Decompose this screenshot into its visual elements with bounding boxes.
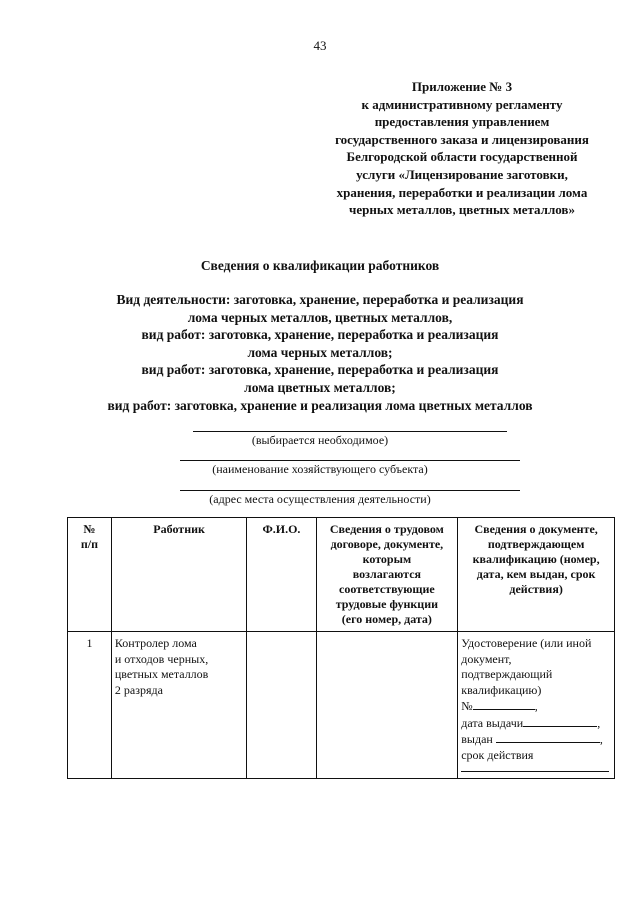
header-num xyxy=(68,518,112,632)
header-text: дата, кем выдан, срок xyxy=(476,567,596,581)
doc-issued-label: выдан xyxy=(461,732,493,746)
header-qualification-doc xyxy=(458,518,615,632)
activity-line: вид работ: заготовка, хранение, переработка и реализация xyxy=(141,362,499,378)
cell-contract[interactable] xyxy=(316,632,458,779)
table-header-row xyxy=(68,518,615,632)
header-text: возлагаются xyxy=(352,567,422,581)
doc-number-line: № , xyxy=(461,699,538,713)
header-text: подтверждающем xyxy=(487,537,585,551)
address-field-line[interactable] xyxy=(180,490,520,491)
doc-date-line: дата выдачи , xyxy=(461,715,601,730)
cell-text: квалификацию) xyxy=(461,682,542,697)
cell-text: Удостоверение (или иной xyxy=(461,636,592,650)
header-text: (его номер, дата) xyxy=(341,612,432,626)
cell-fio[interactable] xyxy=(247,632,316,779)
doc-issued-blank[interactable] xyxy=(496,731,600,743)
appendix-line: Приложение № 3 xyxy=(411,79,513,94)
header-fio xyxy=(247,518,316,632)
appendix-line: к административному регламенту xyxy=(361,96,563,112)
header-text: соответствующие xyxy=(339,582,435,596)
header-text: Сведения о трудовом xyxy=(329,522,444,536)
activity-line: Вид деятельности: заготовка, хранение, переработка и реализация xyxy=(116,292,524,307)
choice-field-line[interactable] xyxy=(193,431,507,432)
choice-field-caption: (выбирается необходимое) xyxy=(251,433,389,447)
cell-text: цветных металлов xyxy=(114,667,209,681)
doc-number-blank[interactable] xyxy=(473,698,535,710)
cell-num: 1 xyxy=(68,632,112,779)
activity-description xyxy=(0,291,640,414)
activity-line: вид работ: заготовка, хранение и реализация лома цветных металлов xyxy=(107,397,533,413)
appendix-header xyxy=(292,78,632,219)
doc-number-label: № xyxy=(461,699,473,713)
header-worker xyxy=(111,518,246,632)
entity-field-line[interactable] xyxy=(180,460,520,461)
appendix-line: хранения, переработки и реализации лома xyxy=(336,184,588,200)
entity-field-caption: (наименование хозяйствующего субъекта) xyxy=(212,462,428,476)
cell-text: 2 разряда xyxy=(114,682,163,697)
activity-line: лома черных металлов, цветных металлов, xyxy=(187,309,453,325)
doc-date-label: дата выдачи xyxy=(461,715,524,730)
appendix-line: государственного заказа и лицензирования xyxy=(335,131,589,147)
header-text: Ф.И.О. xyxy=(262,522,301,536)
activity-line: лома цветных металлов; xyxy=(244,379,396,395)
appendix-line: Белгородской области государственной xyxy=(346,149,578,165)
cell-text: Контролер лома xyxy=(114,636,197,650)
cell-worker xyxy=(111,632,246,779)
header-text: которым xyxy=(362,552,412,566)
cell-text: и отходов черных, xyxy=(114,651,209,666)
cell-qualification-doc xyxy=(458,632,615,779)
qualification-table xyxy=(67,517,615,779)
doc-validity-label: срок действия xyxy=(461,747,534,762)
activity-line: лома черных металлов; xyxy=(247,344,393,360)
page-number: 43 xyxy=(313,38,327,53)
activity-line: вид работ: заготовка, хранение, переработка и реализация xyxy=(141,327,499,343)
doc-issued-line: выдан , xyxy=(461,732,603,746)
header-text: действия) xyxy=(509,582,563,596)
header-text: Работник xyxy=(153,522,205,536)
header-text: договоре, документе, xyxy=(330,537,444,551)
header-text: № xyxy=(83,522,96,536)
header-contract xyxy=(316,518,458,632)
appendix-line: услуги «Лицензирование заготовки, xyxy=(356,166,568,182)
table-row xyxy=(68,632,615,779)
document-title: Сведения о квалификации работников xyxy=(200,258,440,273)
header-text: квалификацию (номер, xyxy=(472,552,600,566)
appendix-line: черных металлов, цветных металлов» xyxy=(349,202,575,218)
doc-date-blank[interactable] xyxy=(523,715,597,727)
header-text: п/п xyxy=(80,537,99,551)
appendix-line: предоставления управлением xyxy=(374,114,550,130)
cell-text: документ, xyxy=(461,651,512,666)
address-field-caption: (адрес места осуществления деятельности) xyxy=(209,492,431,506)
header-text: Сведения о документе, xyxy=(474,522,598,536)
header-text: трудовые функции xyxy=(335,597,439,611)
doc-validity-blank[interactable] xyxy=(461,771,609,772)
cell-text: подтверждающий xyxy=(461,667,553,681)
